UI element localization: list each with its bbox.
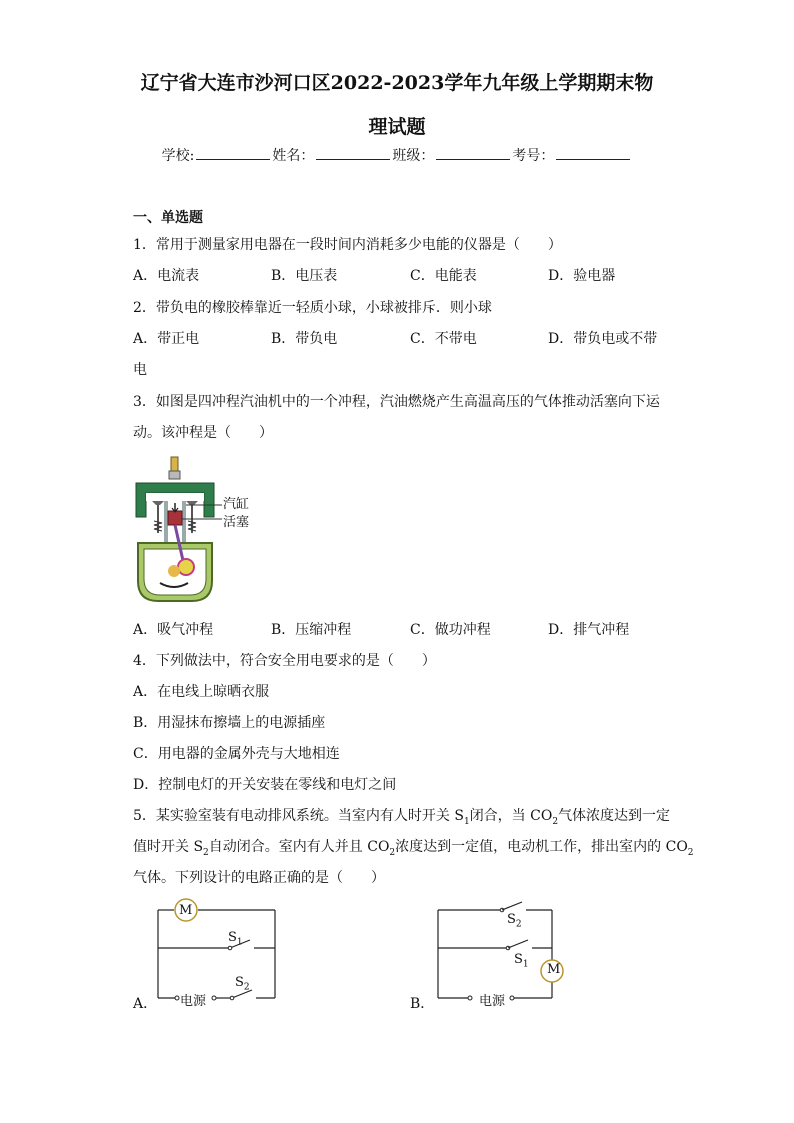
q1-option-c: C．电能表 xyxy=(410,268,477,284)
piston xyxy=(168,511,182,525)
q5-sub: 2 xyxy=(389,847,396,858)
valve-spring-right xyxy=(188,521,196,531)
q1-option-a: A．电流表 xyxy=(133,268,200,284)
q5-text: 浓度达到一定值，电动机工作，排出室内的 CO xyxy=(395,839,688,855)
q3-option-b: B．压缩冲程 xyxy=(271,622,352,638)
s2-label-b xyxy=(507,912,522,930)
name-label: 姓名： xyxy=(272,148,315,164)
id-blank xyxy=(556,147,630,160)
q2-option-d: D．带负电或不带 xyxy=(548,331,658,347)
q4-option-d: D．控制电灯的开关安装在零线和电灯之间 xyxy=(133,777,397,793)
source-terminal xyxy=(175,996,179,1000)
q2-stem: 2．带负电的橡胶棒靠近一轻质小球，小球被排斥．则小球 xyxy=(133,300,492,316)
s1-sub: 1 xyxy=(236,937,243,948)
engine-diagram xyxy=(130,455,260,605)
page-title: 辽宁省大连市沙河口区2022-2023学年九年级上学期期末物 xyxy=(140,72,654,94)
student-info-line xyxy=(0,145,794,165)
section-heading: 一、单选题 xyxy=(133,210,203,226)
exhaust-valve xyxy=(186,501,198,505)
name-blank xyxy=(316,147,390,160)
q5-sub: 2 xyxy=(552,816,559,827)
q5-sub: 2 xyxy=(203,847,209,858)
label-cylinder: 汽缸 xyxy=(223,497,250,512)
spark-plug-base xyxy=(169,471,180,479)
id-label: 考号： xyxy=(512,148,555,164)
s1-sub: 1 xyxy=(522,959,529,970)
q5-sub: 2 xyxy=(687,847,694,858)
motor-label-a: M xyxy=(179,903,193,918)
page-title-cont: 理试题 xyxy=(368,116,426,138)
q5-text: 自动闭合。室内有人并且 CO xyxy=(208,839,390,855)
q2-option-d-wrap: 电 xyxy=(133,362,147,378)
school-blank xyxy=(196,147,270,160)
s2-label-a xyxy=(235,975,250,993)
s2-sub: 2 xyxy=(515,919,522,930)
q5-stem-line3: 气体。下列设计的电路正确的是（ ） xyxy=(133,870,385,886)
s2-sub: 2 xyxy=(243,982,250,993)
q3-option-c: C．做功冲程 xyxy=(410,622,491,638)
cylinder-wall-right xyxy=(182,501,186,543)
s1-text: S xyxy=(514,952,523,967)
q4-option-a: A．在电线上晾晒衣服 xyxy=(133,684,270,700)
q2-option-c: C．不带电 xyxy=(410,331,477,347)
school-label: 学校: xyxy=(161,148,195,164)
crankshaft xyxy=(178,559,194,575)
q3-option-a: A．吸气冲程 xyxy=(133,622,214,638)
q4-stem: 4．下列做法中，符合安全用电要求的是（ ） xyxy=(133,653,436,669)
q5-text: 气体浓度达到一定 xyxy=(558,808,671,824)
q5-option-a-label: A． xyxy=(133,996,158,1012)
class-blank xyxy=(436,147,510,160)
q5-text: 值时开关 S xyxy=(133,839,204,855)
motor-label-b: M xyxy=(547,962,561,977)
q3-option-d: D．排气冲程 xyxy=(548,622,630,638)
s1-label-a xyxy=(228,930,243,948)
source-label-b: 电源 xyxy=(479,994,506,1009)
flywheel xyxy=(168,565,180,577)
source-terminal xyxy=(468,996,472,1000)
q5-text: 5．某实验室装有电动排风系统。当室内有人时开关 S xyxy=(133,808,464,824)
switch-contact xyxy=(230,996,234,1000)
label-piston: 活塞 xyxy=(223,515,250,530)
source-label-a: 电源 xyxy=(180,994,207,1009)
q5-sub: 1 xyxy=(463,816,470,827)
q3-stem-line1: 3．如图是四冲程汽油机中的一个冲程，汽油燃烧产生高温高压的气体推动活塞向下运 xyxy=(133,394,660,410)
q2-option-a: A．带正电 xyxy=(133,331,200,347)
q5-text: 闭合，当 CO xyxy=(469,808,553,824)
s2-text: S xyxy=(235,975,244,990)
spark-plug xyxy=(171,457,178,471)
source-terminal xyxy=(212,996,216,1000)
q5-option-b-label: B． xyxy=(410,996,435,1012)
s1-text: S xyxy=(228,930,237,945)
q3-stem-line2: 动。该冲程是（ ） xyxy=(133,425,273,441)
s1-label-b xyxy=(514,952,529,970)
source-terminal xyxy=(510,996,514,1000)
cylinder-wall-left xyxy=(164,501,168,543)
valve-spring-left xyxy=(154,521,162,531)
intake-valve xyxy=(152,501,164,505)
s2-text: S xyxy=(507,912,516,927)
class-label: 班级： xyxy=(392,148,435,164)
q4-option-c: C．用电器的金属外壳与大地相连 xyxy=(133,746,340,762)
switch-s1 xyxy=(508,940,528,948)
q5-stem-line1 xyxy=(133,805,670,827)
q1-option-b: B．电压表 xyxy=(271,268,338,284)
q2-option-b: B．带负电 xyxy=(271,331,338,347)
q4-option-b: B．用湿抹布擦墙上的电源插座 xyxy=(133,715,326,731)
combustion-chamber xyxy=(146,493,204,501)
circuit-a xyxy=(150,898,290,1008)
q1-option-d: D．验电器 xyxy=(548,268,616,284)
q5-stem-line2 xyxy=(133,836,694,858)
q1-stem: 1．常用于测量家用电器在一段时间内消耗多少电能的仪器是（ ） xyxy=(133,237,562,253)
switch-s2 xyxy=(502,902,522,910)
